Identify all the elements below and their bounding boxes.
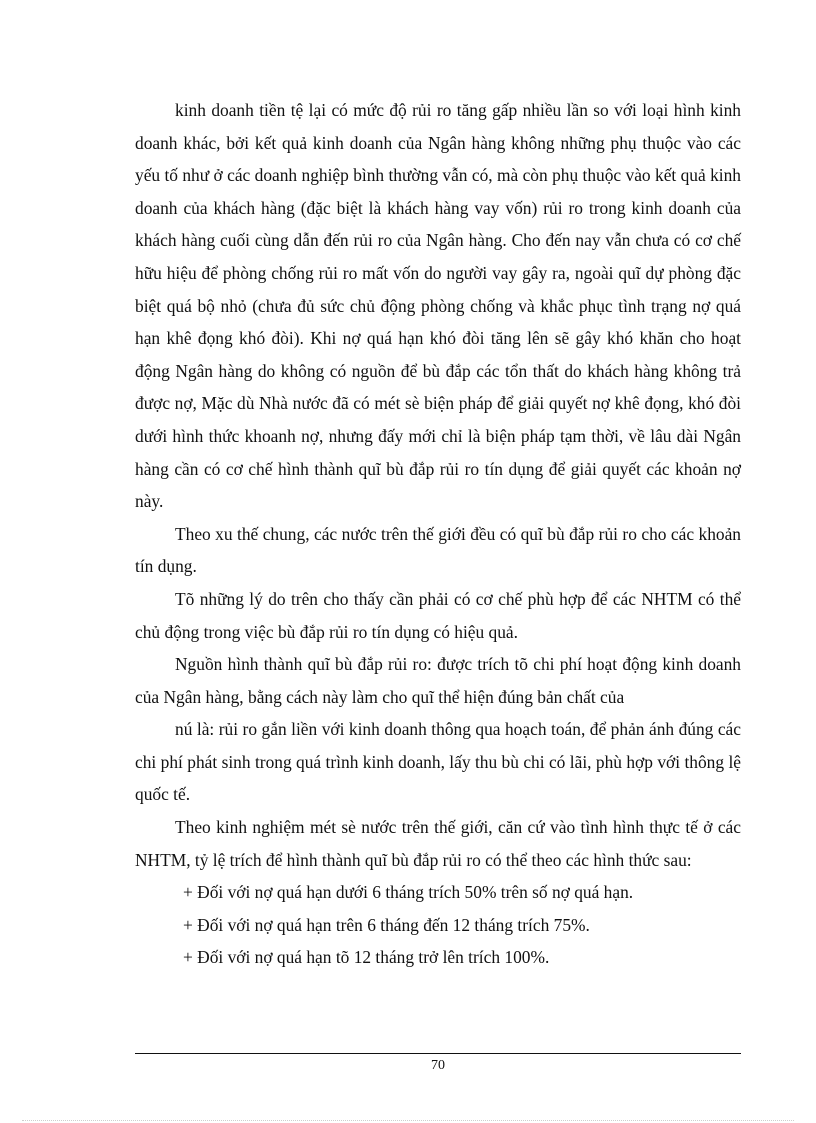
paragraph-mechanism-need: Tõ những lý do trên cho thấy cần phải có cơ chế phù hợp để các NHTM có thể chủ động trong việc bù đắp rủi ro tín dụng có hiệu quả. <box>135 588 741 642</box>
page-number: 70 <box>431 1058 445 1073</box>
list-item-6-to-12-months: + Đối với nợ quá hạn trên 6 tháng đến 12 tháng trích 75%. <box>183 914 590 935</box>
paragraph-international-experience: Theo kinh nghiệm mét sè nước trên thế giới, căn cứ vào tình hình thực tế ở các NHTM, tỷ lệ trích để hình thành quĩ bù đắp rủi ro có thể theo các hình thức sau: <box>135 817 741 870</box>
paragraph-global-trend: Theo xu thế chung, các nước trên thế giới đều có quĩ bù đắp rủi ro cho các khoản tín dụng. <box>135 523 741 577</box>
paragraph-fund-nature: nú là: rủi ro gắn liền với kinh doanh thông qua hoạch toán, để phản ánh đúng các chi phí phát sinh trong quá trình kinh doanh, lấy thu bù chi có lãi, phù hợp với thông lệ quốc tế. <box>135 719 741 805</box>
paragraph-risk-background: kinh doanh tiền tệ lại có mức độ rủi ro tăng gấp nhiều lần so với loại hình kinh doanh khác, bởi kết quả kinh doanh của Ngân hàng không những phụ thuộc vào các yếu tố như ở các doanh nghiệp bình thường vẫn có, mà còn phụ thuộc vào kết quả kinh doanh của khách hàng (đặc biệt là khách hàng vay vốn) rủi ro trong kinh doanh của khách hàng cuối cùng dẫn đến rủi ro của Ngân hàng. Cho đến nay vẫn chưa có cơ chế hữu hiệu để phòng chống rủi ro mất vốn do người vay gây ra, ngoài quĩ dự phòng đặc biệt quá bộ nhỏ (chưa đủ sức chủ động phòng chống và khắc phục tình trạng nợ quá hạn khê đọng khó đòi). Khi nợ quá hạn khó đòi tăng lên sẽ gây khó khăn cho hoạt động Ngân hàng do không có nguồn để bù đắp các tổn thất do khách hàng không trả được nợ, Mặc dù Nhà nước đã có mét sè biện pháp để giải quyết nợ khê đọng, khó đòi dưới hình thức khoanh nợ, nhưng đấy mới chỉ là biện pháp tạm thời, về lâu dài Ngân hàng cần có cơ chế hình thành quĩ bù đắp rủi ro tín dụng để giải quyết các khoản nợ này. <box>135 100 741 512</box>
page-bottom-edge <box>22 1120 794 1121</box>
paragraph-fund-source: Nguồn hình thành quĩ bù đắp rủi ro: được trích tõ chi phí hoạt động kinh doanh của Ngân hàng, bằng cách này làm cho quĩ thể hiện đúng bản chất của <box>135 654 741 707</box>
footer-divider <box>135 1053 741 1054</box>
list-item-over-12-months: + Đối với nợ quá hạn tõ 12 tháng trở lên trích 100%. <box>183 947 550 968</box>
list-item-under-6-months: + Đối với nợ quá hạn dưới 6 tháng trích 50% trên số nợ quá hạn. <box>183 882 634 903</box>
body-text <box>135 94 741 974</box>
